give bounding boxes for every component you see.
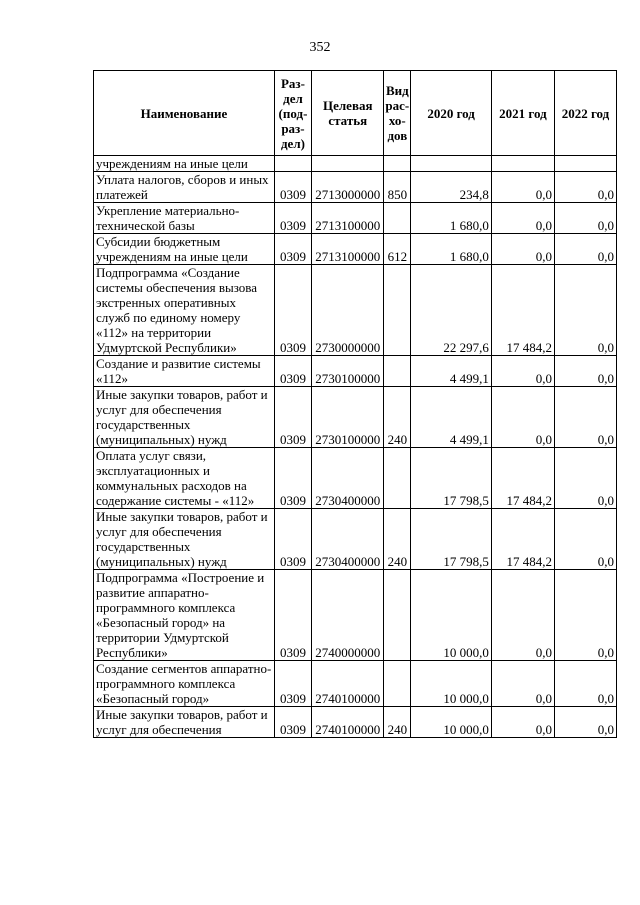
row-name: Иные закупки товаров, работ и услуг для обеспечения государственных (муниципальных) нужд xyxy=(94,387,275,448)
budget-table xyxy=(93,70,617,738)
row-2021: 17 484,2 xyxy=(491,265,554,356)
row-2022: 0,0 xyxy=(554,509,616,570)
row-target: 2740100000 xyxy=(312,661,384,707)
row-section: 0309 xyxy=(274,448,311,509)
row-section: 0309 xyxy=(274,387,311,448)
page-number: 352 xyxy=(309,40,331,55)
row-2022: 0,0 xyxy=(554,203,616,234)
row-target xyxy=(312,156,384,172)
header-target: Целевая статья xyxy=(312,71,384,156)
row-2021: 0,0 xyxy=(491,570,554,661)
row-expense: 240 xyxy=(384,509,411,570)
row-target: 2713000000 xyxy=(312,172,384,203)
table-row xyxy=(94,356,617,387)
table-row xyxy=(94,707,617,738)
header-2020: 2020 год xyxy=(411,71,492,156)
row-2020: 17 798,5 xyxy=(411,448,492,509)
row-target: 2740100000 xyxy=(312,707,384,738)
row-2021: 17 484,2 xyxy=(491,448,554,509)
row-2022: 0,0 xyxy=(554,570,616,661)
header-2021: 2021 год xyxy=(491,71,554,156)
row-2020: 4 499,1 xyxy=(411,356,492,387)
row-2022: 0,0 xyxy=(554,172,616,203)
row-expense: 240 xyxy=(384,387,411,448)
row-2021: 17 484,2 xyxy=(491,509,554,570)
row-target: 2740000000 xyxy=(312,570,384,661)
row-target: 2730100000 xyxy=(312,356,384,387)
header-2022: 2022 год xyxy=(554,71,616,156)
row-2022: 0,0 xyxy=(554,707,616,738)
header-section: Раз-дел (под-раз-дел) xyxy=(274,71,311,156)
row-target: 2730100000 xyxy=(312,387,384,448)
row-section: 0309 xyxy=(274,707,311,738)
row-2022: 0,0 xyxy=(554,234,616,265)
row-2021: 0,0 xyxy=(491,234,554,265)
table-row xyxy=(94,509,617,570)
row-section: 0309 xyxy=(274,234,311,265)
row-2020: 10 000,0 xyxy=(411,661,492,707)
row-2021: 0,0 xyxy=(491,203,554,234)
row-name: Субсидии бюджетным учреждениям на иные цели xyxy=(94,234,275,265)
row-2022: 0,0 xyxy=(554,448,616,509)
row-expense: 850 xyxy=(384,172,411,203)
row-section xyxy=(274,156,311,172)
row-section: 0309 xyxy=(274,661,311,707)
row-expense: 240 xyxy=(384,707,411,738)
row-name: Оплата услуг связи, эксплуатационных и коммунальных расходов на содержание системы - «112» xyxy=(94,448,275,509)
row-target: 2730400000 xyxy=(312,509,384,570)
row-2021: 0,0 xyxy=(491,661,554,707)
row-target: 2713100000 xyxy=(312,234,384,265)
table-row xyxy=(94,203,617,234)
table-row xyxy=(94,265,617,356)
row-name: Укрепление материально-технической базы xyxy=(94,203,275,234)
row-2020: 10 000,0 xyxy=(411,570,492,661)
table-row xyxy=(94,234,617,265)
row-expense xyxy=(384,265,411,356)
row-2020: 4 499,1 xyxy=(411,387,492,448)
row-section: 0309 xyxy=(274,509,311,570)
row-name: Уплата налогов, сборов и иных платежей xyxy=(94,172,275,203)
row-expense xyxy=(384,203,411,234)
row-section: 0309 xyxy=(274,265,311,356)
row-name: Создание и развитие системы «112» xyxy=(94,356,275,387)
row-2021: 0,0 xyxy=(491,356,554,387)
row-expense: 612 xyxy=(384,234,411,265)
table-row xyxy=(94,448,617,509)
row-2022 xyxy=(554,156,616,172)
table-row xyxy=(94,156,617,172)
row-2020 xyxy=(411,156,492,172)
header-expense: Вид рас-хо-дов xyxy=(384,71,411,156)
row-expense xyxy=(384,661,411,707)
row-2020: 1 680,0 xyxy=(411,234,492,265)
table-row xyxy=(94,172,617,203)
row-expense xyxy=(384,156,411,172)
row-section: 0309 xyxy=(274,172,311,203)
row-section: 0309 xyxy=(274,356,311,387)
table-row xyxy=(94,387,617,448)
row-name: Иные закупки товаров, работ и услуг для обеспечения xyxy=(94,707,275,738)
row-2022: 0,0 xyxy=(554,356,616,387)
row-2020: 234,8 xyxy=(411,172,492,203)
row-target: 2730000000 xyxy=(312,265,384,356)
row-2021: 0,0 xyxy=(491,172,554,203)
table-row xyxy=(94,661,617,707)
row-target: 2730400000 xyxy=(312,448,384,509)
row-section: 0309 xyxy=(274,570,311,661)
row-section: 0309 xyxy=(274,203,311,234)
row-name: Создание сегментов аппаратно-программного комплекса «Безопасный город» xyxy=(94,661,275,707)
table-row xyxy=(94,570,617,661)
row-name: учреждениям на иные цели xyxy=(94,156,275,172)
row-2022: 0,0 xyxy=(554,387,616,448)
row-name: Подпрограмма «Создание системы обеспечения вызова экстренных оперативных служб по единому номеру «112» на территории Удмуртской Республики» xyxy=(94,265,275,356)
row-target: 2713100000 xyxy=(312,203,384,234)
row-2020: 10 000,0 xyxy=(411,707,492,738)
row-2022: 0,0 xyxy=(554,661,616,707)
row-2021: 0,0 xyxy=(491,707,554,738)
row-2021 xyxy=(491,156,554,172)
row-name: Иные закупки товаров, работ и услуг для обеспечения государственных (муниципальных) нужд xyxy=(94,509,275,570)
row-expense xyxy=(384,356,411,387)
row-expense xyxy=(384,570,411,661)
row-2022: 0,0 xyxy=(554,265,616,356)
header-name: Наименование xyxy=(94,71,275,156)
row-2020: 17 798,5 xyxy=(411,509,492,570)
row-expense xyxy=(384,448,411,509)
row-name: Подпрограмма «Построение и развитие аппаратно-программного комплекса «Безопасный город» на территории Удмуртской Республики» xyxy=(94,570,275,661)
row-2021: 0,0 xyxy=(491,387,554,448)
row-2020: 1 680,0 xyxy=(411,203,492,234)
row-2020: 22 297,6 xyxy=(411,265,492,356)
table-header-row xyxy=(94,71,617,156)
